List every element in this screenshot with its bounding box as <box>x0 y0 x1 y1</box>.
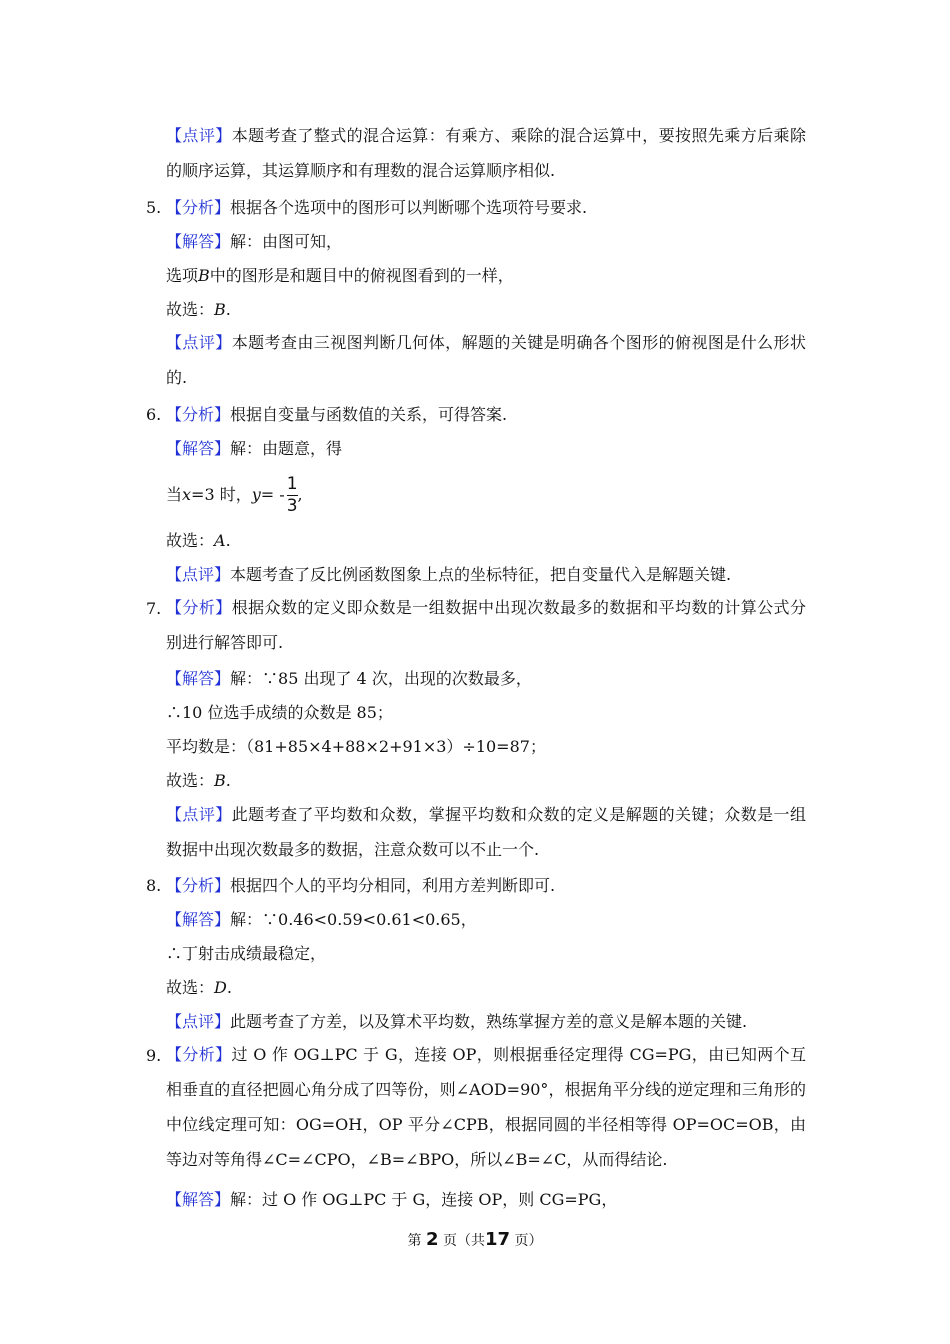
q8-answer-line-2: ∴丁射击成绩最稳定， <box>166 944 327 963</box>
q7-answer-line-1 <box>166 669 532 689</box>
q6-answer1: 解：由题意，得 <box>230 439 343 458</box>
q9-answer-text: 解：过 O 作 OG⊥PC 于 G，连接 OP，则 CG=PG， <box>230 1190 618 1209</box>
q7-choose <box>166 771 231 791</box>
q5-answer-line-1 <box>166 232 342 252</box>
answer-tag: 【解答】 <box>166 1190 231 1209</box>
question-number-8: 8. <box>146 876 162 895</box>
q7-answer-line-3: 平均数是：（81+85×4+88×2+91×3）÷10=87； <box>166 737 546 756</box>
analysis-tag: 【分析】 <box>166 876 231 895</box>
q6-x-var: x <box>182 485 192 504</box>
q6-answer-line-1 <box>166 439 342 459</box>
q6-choose <box>166 531 231 551</box>
answer-tag: 【解答】 <box>166 669 231 688</box>
q6-eq2: = - <box>260 485 285 504</box>
q8-analysis-text: 根据四个人的平均分相同，利用方差判断即可. <box>230 876 556 895</box>
q6-review-text: 本题考查了反比例函数图象上点的坐标特征，把自变量代入是解题关键. <box>230 565 732 584</box>
q8-review-text: 此题考查了方差，以及算术平均数，熟练掌握方差的意义是解本题的关键. <box>230 1012 748 1031</box>
q8-answer1: 解：∵0.46<0.59<0.61<0.65， <box>230 910 477 929</box>
question-number-6: 6. <box>146 405 162 424</box>
q6-fraction-denominator: 3 <box>286 496 298 516</box>
q4-review-text: 本题考查了整式的混合运算：有乘方、乘除的混合运算中，要按照先乘方后乘除的顺序运算，其运算顺序和有理数的混合运算顺序相似. <box>166 126 806 180</box>
q6-review <box>166 565 731 585</box>
q5-choose-var: B <box>214 300 226 319</box>
q7-answer1: 解：∵85 出现了 4 次，出现的次数最多， <box>230 669 532 688</box>
q5-analysis-text: 根据各个选项中的图形可以判断哪个选项符号要求. <box>230 198 588 217</box>
question-number-5: 5. <box>146 198 162 217</box>
analysis-tag: 【分析】 <box>166 405 231 424</box>
q7-choose-var: B <box>214 771 226 790</box>
q6-fraction <box>287 475 298 516</box>
answer-tag: 【解答】 <box>166 910 231 929</box>
q7-review <box>166 797 806 867</box>
q6-analysis <box>166 405 507 425</box>
review-tag: 【点评】 <box>166 1012 231 1031</box>
q5-answer1: 解：由图可知， <box>230 232 343 251</box>
q5-answer-line-2 <box>166 266 514 286</box>
analysis-tag: 【分析】 <box>166 1045 232 1064</box>
q6-eq1: =3 时， <box>191 485 252 504</box>
q8-choose-var: D <box>214 978 227 997</box>
review-tag: 【点评】 <box>166 805 232 824</box>
q8-analysis <box>166 876 555 896</box>
q7-answer-line-2: ∴10 位选手成绩的众数是 85； <box>166 703 393 722</box>
q5-choose <box>166 300 231 320</box>
q8-choose-post: . <box>226 978 232 997</box>
question-number-7: 7. <box>146 599 162 618</box>
review-tag: 【点评】 <box>166 333 232 352</box>
q6-answer-line-2 <box>166 472 303 518</box>
q6-analysis-text: 根据自变量与函数值的关系，可得答案. <box>230 405 508 424</box>
review-tag: 【点评】 <box>166 565 231 584</box>
analysis-tag: 【分析】 <box>166 598 232 617</box>
answer-tag: 【解答】 <box>166 439 231 458</box>
q5-answer2-pre: 选项 <box>166 266 199 285</box>
q9-analysis-text: 过 O 作 OG⊥PC 于 G，连接 OP，则根据垂径定理得 CG=PG，由已知两个互相垂直的直径把圆心角分成了四等份，则∠AOD=90°，根据角平分线的逆定理和三角形的中位线定理可知：OG=OH，OP 平分∠CPB，根据同圆的半径相等得 OP=OC=OB，由等边对等角得∠C=∠CPO，∠B=∠BPO，所以∠B=∠C，从而得结论. <box>166 1045 806 1169</box>
q8-review <box>166 1012 747 1032</box>
analysis-tag: 【分析】 <box>166 198 231 217</box>
q6-y-var: y <box>251 485 261 504</box>
q7-review-text: 此题考查了平均数和众数，掌握平均数和众数的定义是解题的关键；众数是一组数据中出现次数最多的数据，注意众数可以不止一个. <box>166 805 806 859</box>
q7-analysis <box>166 590 806 660</box>
q5-answer2-var: B <box>198 266 210 285</box>
page-footer <box>0 1229 950 1250</box>
q7-analysis-text: 根据众数的定义即众数是一组数据中出现次数最多的数据和平均数的计算公式分别进行解答即可. <box>166 598 806 652</box>
footer-page-number: 2 <box>425 1229 439 1250</box>
q5-choose-post: . <box>225 300 231 319</box>
q6-choose-pre: 故选： <box>166 531 215 550</box>
footer-mid: 页（共 <box>442 1233 485 1249</box>
q5-analysis <box>166 198 587 218</box>
q4-review <box>166 118 806 188</box>
q5-answer2-post: 中的图形是和题目中的俯视图看到的一样， <box>209 266 514 285</box>
q6-fraction-numerator: 1 <box>286 474 298 494</box>
q7-choose-pre: 故选： <box>166 771 215 790</box>
q5-choose-pre: 故选： <box>166 300 215 319</box>
q8-choose <box>166 978 232 998</box>
question-number-9: 9. <box>146 1046 162 1065</box>
footer-pre: 第 <box>407 1233 422 1249</box>
review-tag: 【点评】 <box>166 126 232 145</box>
q5-review <box>166 325 806 395</box>
q7-choose-post: . <box>225 771 231 790</box>
q9-answer <box>166 1190 617 1210</box>
q9-analysis <box>166 1037 806 1177</box>
q6-when: 当 <box>166 485 183 504</box>
q6-choose-var: A <box>214 531 226 550</box>
q6-comma: , <box>297 485 303 504</box>
q5-review-text: 本题考查由三视图判断几何体，解题的关键是明确各个图形的俯视图是什么形状的. <box>166 333 806 387</box>
q8-answer-line-1 <box>166 910 477 930</box>
q8-choose-pre: 故选： <box>166 978 215 997</box>
footer-post: 页） <box>514 1233 543 1249</box>
q6-choose-post: . <box>225 531 231 550</box>
answer-tag: 【解答】 <box>166 232 231 251</box>
footer-total-pages: 17 <box>484 1229 511 1250</box>
